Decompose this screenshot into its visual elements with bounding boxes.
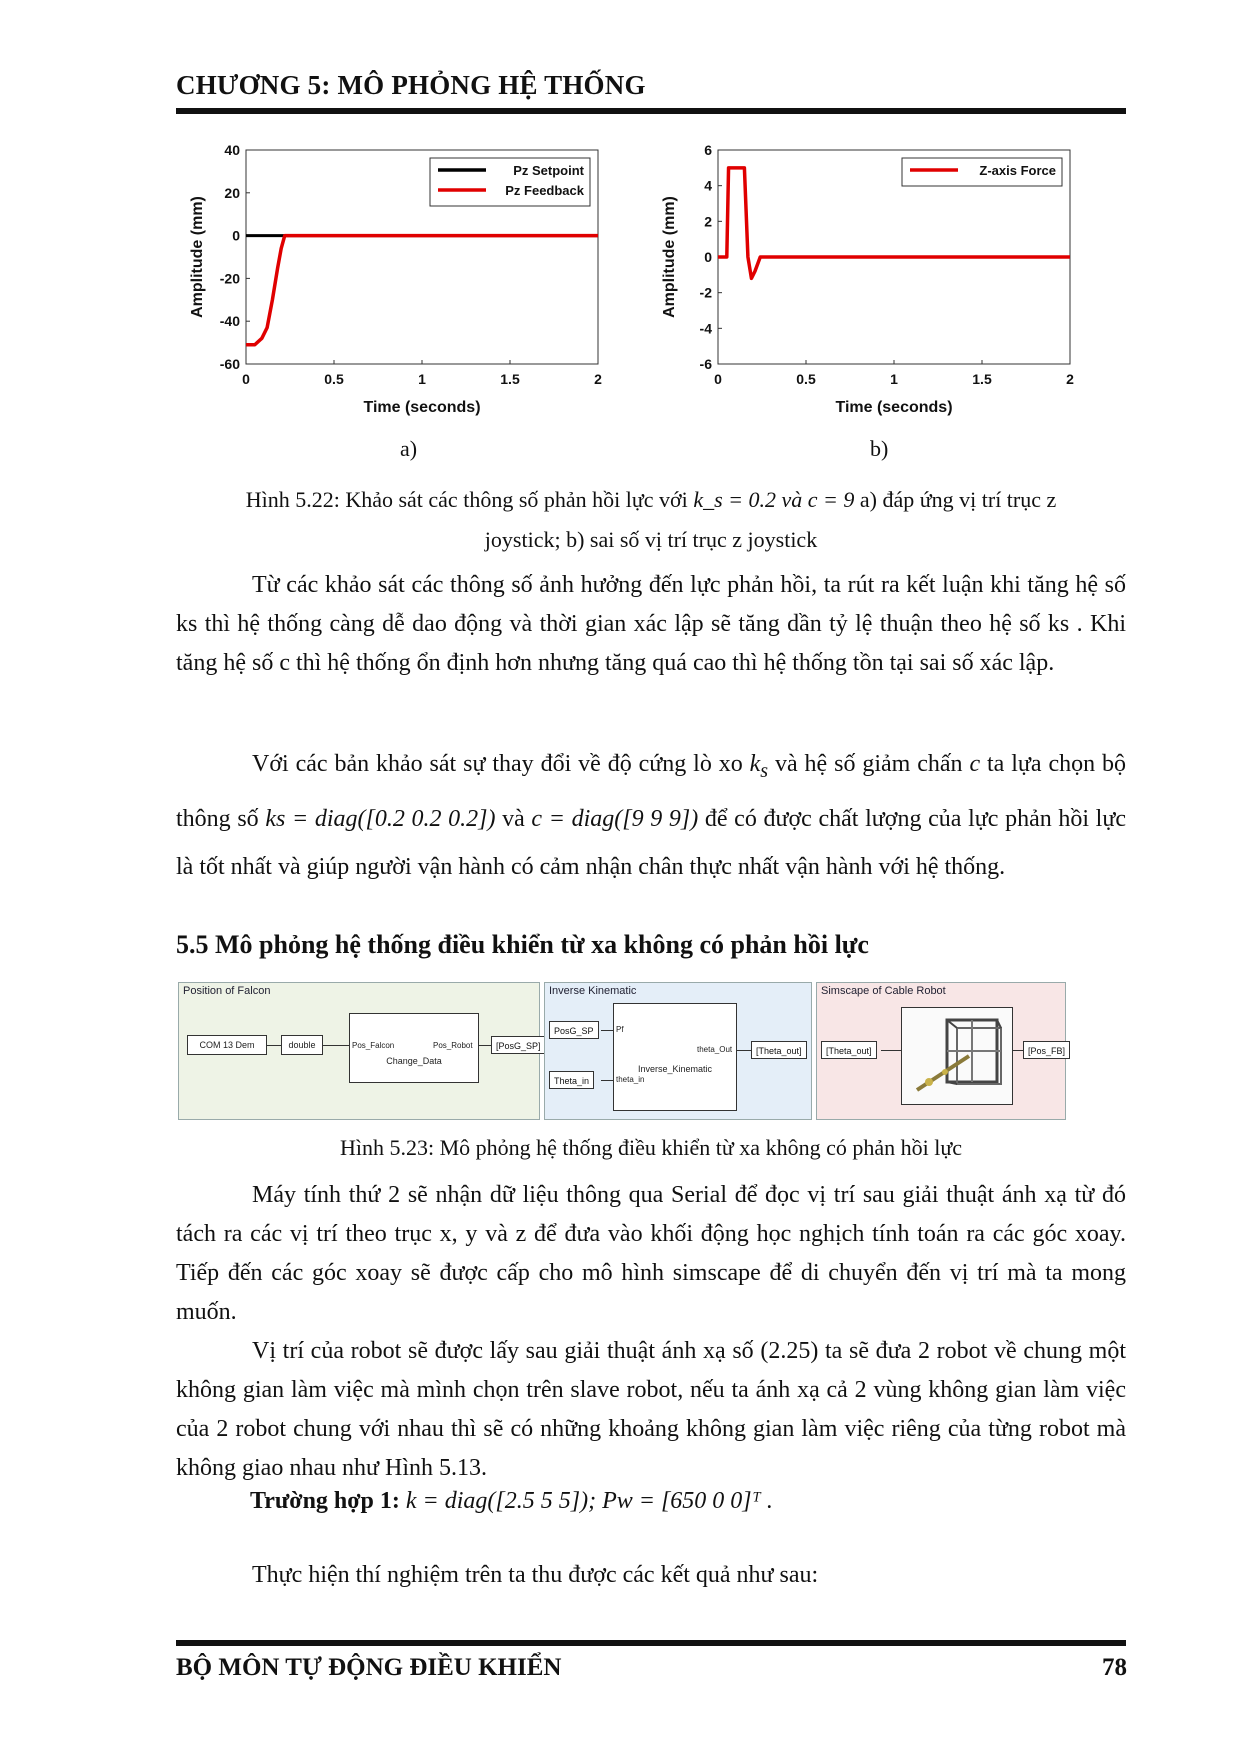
chart-b-ylabel: Amplitude (mm) xyxy=(661,196,678,318)
wire xyxy=(1013,1050,1023,1051)
panel-title: Inverse Kinematic xyxy=(549,985,637,997)
goto-tag: [Theta_out] xyxy=(751,1041,807,1059)
chart-a-xlabel: Time (seconds) xyxy=(363,399,481,416)
chart-b-xtick-label: 2 xyxy=(1066,371,1074,387)
paragraph-5 xyxy=(176,1556,1126,1595)
section-heading: 5.5 Mô phỏng hệ thống điều khiển từ xa không có phản hồi lực xyxy=(176,930,869,959)
case-1-label: Trường hợp 1: xyxy=(250,1488,400,1514)
p2-c: c xyxy=(969,751,981,777)
page-number: 78 xyxy=(1102,1654,1127,1681)
chart-b-xtick-label: 1.5 xyxy=(972,371,992,387)
caption-text-end: a) đáp ứng vị trí trục z xyxy=(859,487,1057,512)
chart-b-xtick-label: 0 xyxy=(714,371,722,387)
p2-t4: và xyxy=(502,805,525,832)
caption-math: k_s = 0.2 và c = 9 xyxy=(693,487,855,512)
caption-line-2: joystick; b) sai số vị trí trục z joystick xyxy=(484,527,818,552)
port-out: theta_Out xyxy=(697,1045,733,1054)
cable-robot-model xyxy=(901,1007,1013,1105)
chart-b-xtick-label: 0.5 xyxy=(796,371,816,387)
p2-t5: để có được chất lượng của lực phản hồi lực là tốt nhất và giúp người vận hành có cảm nhận chân thực nhất vận hành với hệ thống. xyxy=(176,805,1127,880)
chart-b-ytick-label: 2 xyxy=(704,213,712,230)
from-tag-1: PosG_SP xyxy=(549,1021,599,1039)
chart-a-ytick-label: -60 xyxy=(219,356,240,372)
paragraph-2-text xyxy=(176,740,1126,891)
goto-tag: [Pos_FB] xyxy=(1023,1041,1070,1059)
block-label: Change_Data xyxy=(386,1056,442,1066)
wire xyxy=(323,1045,349,1046)
paragraph-1 xyxy=(176,566,1126,683)
chart-b-ytick-label: 4 xyxy=(704,177,712,194)
from-tag-2: Theta_in xyxy=(549,1071,594,1089)
chart-b-ytick-label: 6 xyxy=(704,142,712,158)
wire xyxy=(881,1050,901,1051)
chart-a-xtick-label: 1 xyxy=(418,371,426,387)
block-label: Inverse_Kinematic xyxy=(637,1064,713,1074)
chart-b-xtick-label: 1 xyxy=(890,371,898,387)
figure-522-caption xyxy=(176,480,1126,560)
paragraph-2 xyxy=(176,740,1126,891)
com-block: COM 13 Dem xyxy=(187,1035,267,1055)
chart-a-ytick-label: -20 xyxy=(219,270,240,287)
panel-simscape-cable-robot xyxy=(816,982,1066,1120)
chapter-title: CHƯƠNG 5: MÔ PHỎNG HỆ THỐNG xyxy=(176,70,646,100)
p2-c-expr: c = diag([9 9 9]) xyxy=(531,805,699,832)
case-1-k: k = diag([2.5 5 5]); xyxy=(405,1488,597,1514)
inverse-kinematic-block xyxy=(613,1003,737,1111)
chart-a-xtick-label: 1.5 xyxy=(500,371,520,387)
paragraph-1-text: Từ các khảo sát các thông số ảnh hưởng đến lực phản hồi, ta rút ra kết luận khi tăng hệ số ks thì hệ thống càng dễ dao động và thời gian xác lập sẽ tăng dần tỷ lệ thuận theo hệ số ks . Khi tăng hệ số c thì hệ thống ổn định hơn nhưng tăng quá cao thì hệ thống tồn tại sai số xác lập. xyxy=(176,572,1126,676)
subfigure-label-a: a) xyxy=(400,436,418,461)
chart-a-xtick-label: 0 xyxy=(242,371,250,387)
chart-a-ytick-label: 40 xyxy=(224,142,240,158)
chart-a-ytick-label: -40 xyxy=(219,313,240,330)
footer-department: BỘ MÔN TỰ ĐỘNG ĐIỀU KHIỂN xyxy=(176,1654,562,1681)
panel-title: Position of Falcon xyxy=(183,985,271,997)
case-1-p: Pw = [650 0 0]ᵀ . xyxy=(602,1488,773,1514)
p2-ks-expr: ks = diag([0.2 0.2 0.2]) xyxy=(265,805,496,832)
figure-523-caption: Hình 5.23: Mô phỏng hệ thống điều khiển từ xa không có phản hồi lực xyxy=(339,1135,963,1160)
wire xyxy=(601,1030,613,1031)
chart-b-legend-entry: Z-axis Force xyxy=(979,163,1056,178)
wire xyxy=(267,1045,281,1046)
header-rule xyxy=(176,108,1126,114)
paragraph-4-text: Vị trí của robot sẽ được lấy sau giải thuật ánh xạ số (2.25) ta sẽ đưa 2 robot về chung một không gian làm việc mà mình chọn trên slave robot, nếu ta ánh xạ cả 2 vùng không gian làm việc của 2 robot chung với nhau thì sẽ có những khoảng không gian làm việc riêng của từng robot mà không giao nhau như Hình 5.13. xyxy=(176,1338,1126,1481)
port-in: Pos_Falcon xyxy=(352,1041,395,1050)
chart-b-ytick-label: -2 xyxy=(699,284,712,301)
subfigure-label-b: b) xyxy=(870,436,889,461)
port-out: Pos_Robot xyxy=(433,1041,473,1050)
wire xyxy=(479,1045,491,1046)
goto-tag: [PosG_SP] xyxy=(491,1036,546,1054)
caption-text: Hình 5.22: Khảo sát các thông số phản hồi lực với xyxy=(245,487,688,512)
footer-rule xyxy=(176,1640,1126,1646)
p2-ks: $k_s$ xyxy=(749,751,769,782)
chart-a-xtick-label: 0.5 xyxy=(324,371,344,387)
chart-b xyxy=(652,140,1092,430)
panel-title: Simscape of Cable Robot xyxy=(821,985,946,997)
chart-b-ytick-label: -4 xyxy=(699,320,712,337)
paragraph-3 xyxy=(176,1176,1126,1332)
port-in-1: Pf xyxy=(616,1025,624,1034)
paragraph-4 xyxy=(176,1332,1126,1488)
chart-b-xlabel: Time (seconds) xyxy=(835,399,953,416)
paragraph-3-text: Máy tính thứ 2 sẽ nhận dữ liệu thông qua Serial để đọc vị trí sau giải thuật ánh xạ từ đó tách ra các vị trí theo trục x, y và z để đưa vào khối động học nghịch tính toán ra các góc xoay. Tiếp đến các góc xoay sẽ được cấp cho mô hình simscape để di chuyển đến vị trí mà ta mong muốn. xyxy=(176,1182,1126,1325)
chart-a-svg xyxy=(180,140,620,430)
cable-robot-icon xyxy=(907,1012,1007,1100)
chart-a-ytick-label: 20 xyxy=(224,184,240,201)
case-1 xyxy=(250,1488,773,1515)
p2-t1: Với các bản khảo sát sự thay đổi về độ cứng lò xo xyxy=(252,751,743,777)
chart-b-ytick-label: -6 xyxy=(699,356,712,372)
chart-a-ylabel: Amplitude (mm) xyxy=(189,196,206,318)
wire xyxy=(737,1050,751,1051)
from-tag: [Theta_out] xyxy=(821,1041,877,1059)
chart-b-ytick-label: 0 xyxy=(704,249,712,265)
chart-a xyxy=(180,140,620,430)
chart-a-ytick-label: 0 xyxy=(232,227,240,244)
p2-t3: ta lựa chọn bộ thông số xyxy=(176,751,1127,832)
port-in-2: theta_in xyxy=(616,1075,645,1084)
chart-b-svg xyxy=(652,140,1092,430)
double-block: double xyxy=(281,1035,323,1055)
chart-a-legend-entry: Pz Feedback xyxy=(505,183,584,198)
p2-t2: và hệ số giảm chấn xyxy=(775,751,963,777)
wire xyxy=(601,1080,613,1081)
paragraph-5-text: Thực hiện thí nghiệm trên ta thu được các kết quả như sau: xyxy=(252,1562,819,1588)
chart-a-xtick-label: 2 xyxy=(594,371,602,387)
panel-position-of-falcon xyxy=(178,982,540,1120)
panel-inverse-kinematic xyxy=(544,982,812,1120)
chart-a-legend-entry: Pz Setpoint xyxy=(513,163,584,178)
